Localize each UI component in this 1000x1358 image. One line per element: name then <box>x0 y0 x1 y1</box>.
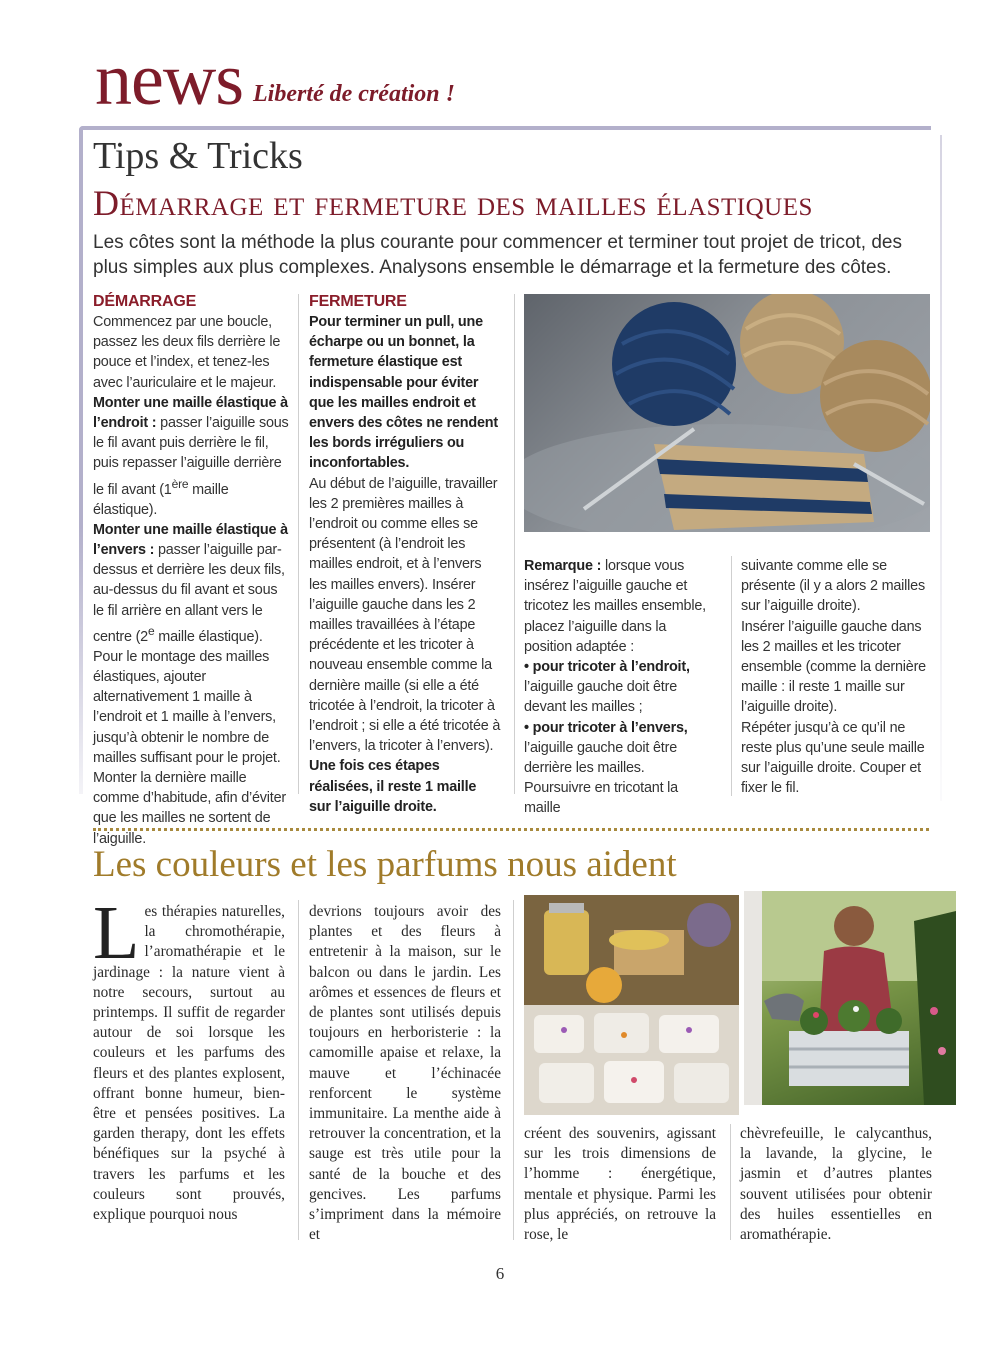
text: Insérer l’aiguille gauche dans les 2 mailles et les tricoter ensemble (comme la dernière maille : il reste 1 maille sur l’aiguille droite). <box>741 618 926 716</box>
story-column-4 <box>740 1124 932 1245</box>
bold-text: • pour tricoter à l’envers, <box>524 719 688 736</box>
text: Répéter jusqu’à ce qu’il ne reste plus qu’une seule maille sur l’aiguille droite. Couper et fixer le fil. <box>741 719 925 797</box>
text: chèvrefeuille, le calycanthus, la lavande, la glycine, le jasmin et d’autres plantes souvent utilisées pour obtenir des huiles essentielles en aromathérapie. <box>740 1125 932 1244</box>
heading-demarrage: DÉMARRAGE <box>93 293 197 310</box>
bullet-item <box>524 657 716 718</box>
paragraph <box>741 617 933 718</box>
article-headline: Démarrage et fermeture des mailles élastiques <box>93 183 813 223</box>
column-demarrage <box>93 292 289 849</box>
story-headline: Les couleurs et les parfums nous aident <box>93 844 677 885</box>
paragraph <box>741 718 933 799</box>
column-divider <box>513 900 514 1240</box>
text: Au début de l’aiguille, travailler les 2 premières mailles à l’endroit ou comme elles se présentent (à l’endroit les mailles endroit, et à l’envers les mailles envers). Insérer l’aiguille gauche dans les 2 mailles travaillées à l’étape précédente et les tricoter à nouveau ensemble comme la dernière maille (si elle a été tricotée à l’endroit, la tricoter à l’endroit ; si elle a été tricotée à l’envers, la tricoter à l’envers). <box>309 475 501 755</box>
text: créent des souvenirs, agissant sur les trois dimensions de l’homme : énergétique, mentale et physique. Parmi les plus appréciés, on retrouve la rose, le <box>524 1125 716 1244</box>
text: Poursuivre en tricotant la maille <box>524 780 678 817</box>
box-border-left <box>79 126 83 794</box>
paragraph <box>93 520 289 647</box>
paragraph <box>524 556 716 657</box>
superscript: ère <box>171 476 189 491</box>
bold-text: Monter une maille élastique à l’envers : <box>93 521 288 559</box>
story-column-3 <box>524 1124 716 1245</box>
column-divider <box>514 294 515 794</box>
column-divider <box>731 556 732 796</box>
superscript: e <box>148 623 155 638</box>
column-fermeture <box>309 292 501 817</box>
brand-logo: news <box>95 39 244 121</box>
paragraph <box>309 312 501 474</box>
paragraph <box>309 756 501 817</box>
bold-text: Pour terminer un pull, une écharpe ou un bonnet, la fermeture élastique est indispensable pour éviter que les mailles endroit et envers des côtes ne rendent les bords irréguliers ou inconfortables. <box>309 314 498 472</box>
text: l’aiguille gauche doit être derrière les mailles. <box>524 739 678 777</box>
herbs-soaps-photo <box>524 895 739 1115</box>
paragraph <box>524 778 716 818</box>
section-separator <box>93 828 929 831</box>
garden-illustration <box>744 891 956 1105</box>
column-divider <box>298 294 299 794</box>
paragraph <box>93 647 289 849</box>
herbs-illustration <box>524 895 739 1115</box>
column-divider <box>730 1124 731 1240</box>
article-intro: Les côtes sont la méthode la plus courante pour commencer et terminer tout projet de tricot, des plus simples aux plus complexes. Analysons ensemble le démarrage et la fermeture des côtes. <box>93 232 902 278</box>
paragraph <box>93 312 289 393</box>
text: Commencez par une boucle, passez les deux fils derrière le pouce et l’index, et tenez-les avec l’auriculaire et le majeur. <box>93 314 281 391</box>
bold-text: Une fois ces étapes réalisées, il reste 1 maille sur l’aiguille droite. <box>309 758 477 815</box>
text: Pour le montage des mailles élastiques, ajouter alternativement 1 maille à l’endroit et 1 maille à l’envers, jusqu’à obtenir le nombre de mailles suffisant pour le projet. Monter la dernière maille comme d’habitude, afin d’éviter que les mailles ne sortent de l’aiguille. <box>93 648 286 847</box>
page-number: 6 <box>495 1264 505 1283</box>
paragraph <box>741 556 933 617</box>
text: maille élastique). <box>93 481 229 518</box>
text: passer l’aiguille par-dessus et derrière les deux fils, au-dessus du fil avant et sous le fil arrière en allant vers le centre (2 <box>93 542 285 645</box>
heading-fermeture: FERMETURE <box>309 293 407 310</box>
section-title: Tips & Tricks <box>93 135 303 177</box>
text: es thérapies naturelles, la chromothérapie, l’aromathérapie et le jardinage : la nature vient à notre secours, surtout au printemps. Il suffit de regarder autour de soi lorsque les couleurs et les parfums des fleurs et des plantes explosent, offrant bonne humeur, bien-être et pensées positives. La garden therapy, dont les effets bénéfiques sur la psyché à travers les parfums et les couleurs sont prouvés, explique pourquoi nous <box>93 903 285 1224</box>
story-column-2 <box>309 902 501 1245</box>
bold-text: Monter une maille élastique à l’endroit : <box>93 394 288 432</box>
text: suivante comme elle se présente (il y a alors 2 mailles sur l’aiguille droite). <box>741 558 925 615</box>
drop-cap: L <box>93 891 140 975</box>
bold-text: • pour tricoter à l’endroit, <box>524 659 690 676</box>
text: l’aiguille gauche doit être devant les mailles ; <box>524 679 678 716</box>
story-column-1 <box>93 891 285 1225</box>
column-divider <box>298 900 299 1240</box>
text: lorsque vous insérez l’aiguille gauche et tricotez les mailles ensemble, placez l’aiguille dans la position adaptée : <box>524 558 706 655</box>
bullet-item <box>524 718 716 779</box>
column-suite <box>741 556 933 798</box>
bold-text: Remarque : <box>524 558 602 574</box>
paragraph <box>309 474 501 757</box>
text: maille élastique). <box>154 628 263 645</box>
garden-photo <box>744 891 956 1105</box>
text: passer l’aiguille sous le fil avant puis derrière le fil, puis repasser l’aiguille derrière le fil avant (1 <box>93 415 289 498</box>
tagline: Liberté de création ! <box>253 81 455 107</box>
box-border-top <box>79 126 931 130</box>
text: devrions toujours avoir des plantes et des fleurs à entretenir à la maison, sur le balcon ou dans le jardin. Les arômes et essences de fleurs et de plantes sont utilisés depuis toujours en herboristerie : la camomille apaise et relaxe, la mauve et l’échinacée renforcent le système immunitaire. La menthe aide à retrouver la concentration, et la sauge est très utile pour la santé de la bouche et des gencives. Les parfums s’impriment dans la mémoire et <box>309 903 501 1244</box>
box-border-right <box>940 135 942 801</box>
column-remarque <box>524 556 716 819</box>
yarn-illustration <box>524 294 930 532</box>
paragraph <box>93 393 289 520</box>
yarn-knitting-photo <box>524 294 930 532</box>
